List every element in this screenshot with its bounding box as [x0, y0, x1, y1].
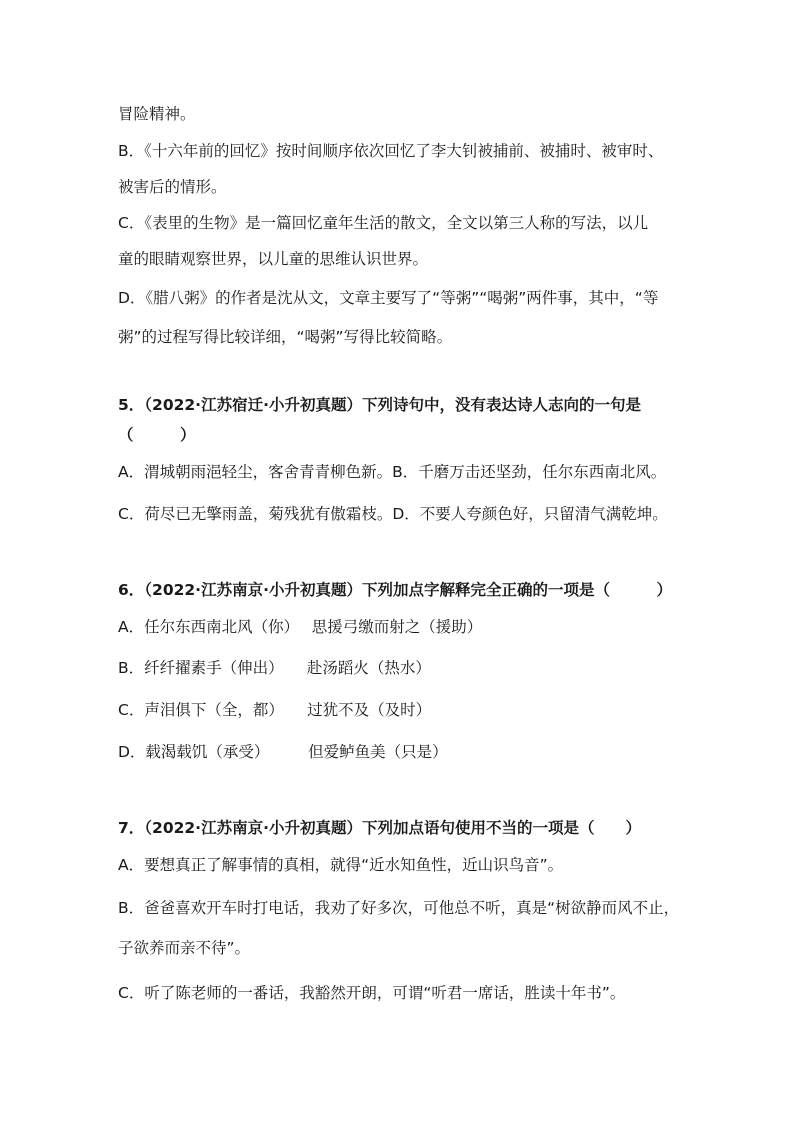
question-7-option-c: C．听了陈老师的一番话，我豁然开朗，可谓“听君一席话，胜读十年书”。	[118, 984, 626, 1002]
option-c-line: C．《表里的生物》是一篇回忆童年生活的散文，全文以第三人称的写法，以儿	[118, 214, 649, 232]
question-7-title: 7．（2022·江苏南京·小升初真题）下列加点语句使用不当的一项是（ ）	[118, 819, 641, 837]
question-5-options-ab: A．渭城朝雨浥轻尘，客舍青青柳色新。B．千磨万击还坚劲，任尔东西南北风。	[118, 463, 667, 481]
question-6-option-d: D．载渴载饥（承受） 但爱鲈鱼美（只是）	[118, 743, 448, 761]
option-d-line: D．《腊八粥》的作者是沈从文，文章主要写了“等粥”“喝粥”两件事，其中，“等	[118, 289, 659, 307]
question-5-options-cd: C．荷尽已无擎雨盖，菊残犹有傲霜枝。D．不要人夸颜色好，只留清气满乾坤。	[118, 505, 668, 523]
question-6-option-b: B．纤纤擢素手（伸出） 赴汤蹈火（热水）	[118, 659, 431, 677]
text-line: 童的眼睛观察世界，以儿童的思维认识世界。	[118, 250, 429, 268]
question-7-option-a: A．要想真正了解事情的真相，就得“近水知鱼性，近山识鸟音”。	[118, 856, 564, 874]
text-line: 被害后的情形。	[118, 178, 227, 196]
option-b-line: B．《十六年前的回忆》按时间顺序依次回忆了李大钊被捕前、被捕时、被审时、	[118, 142, 664, 160]
question-6-option-a: A．任尔东西南北风（你） 思援弓缴而射之（援助）	[118, 618, 483, 636]
text-line: 粥”的过程写得比较详细，“喝粥”写得比较简略。	[118, 328, 453, 346]
question-5-blank: （ ）	[118, 426, 196, 444]
question-5-title: 5．（2022·江苏宿迁·小升初真题）下列诗句中，没有表达诗人志向的一句是	[118, 396, 641, 414]
question-6-option-c: C．声泪俱下（全，都） 过犹不及（及时）	[118, 701, 432, 719]
question-7-option-b: B．爸爸喜欢开车时打电话，我劝了好多次，可他总不听，真是“树欲静而风不止，	[118, 899, 680, 917]
text-line: 冒险精神。	[118, 105, 196, 123]
question-6-title: 6．（2022·江苏南京·小升初真题）下列加点字解释完全正确的一项是（ ）	[118, 581, 672, 599]
text-line: 子欲养而亲不待”。	[118, 939, 251, 957]
